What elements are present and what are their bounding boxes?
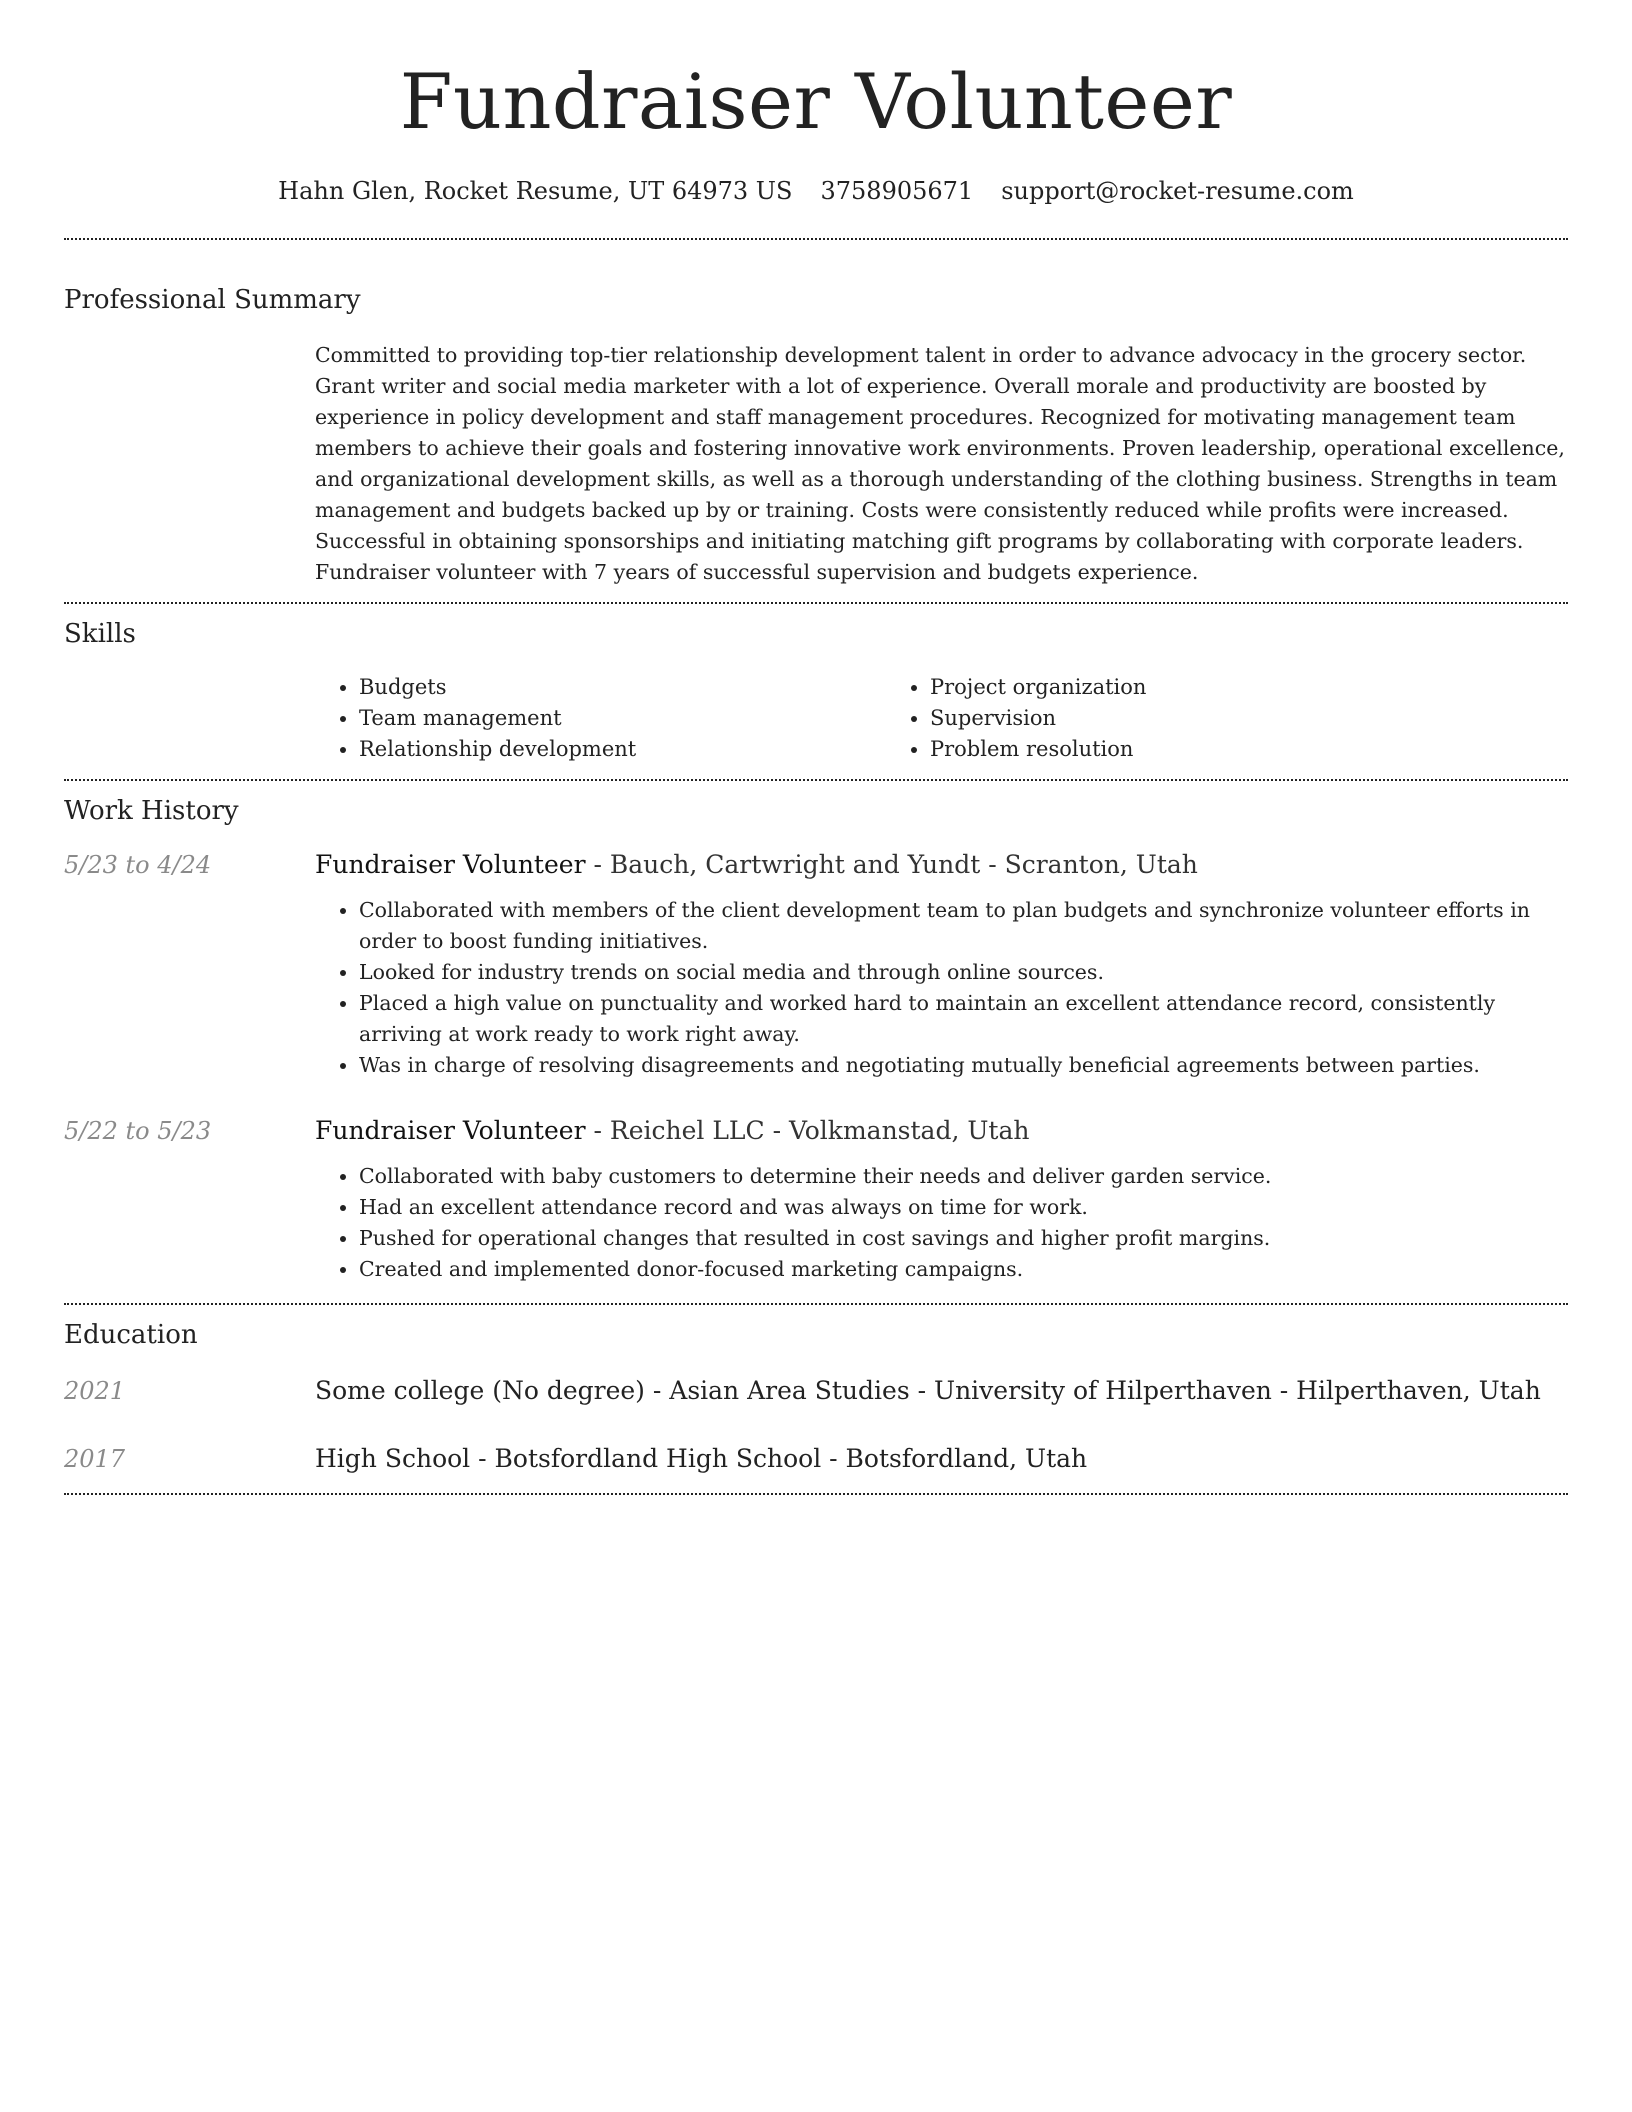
contact-phone: 3758905671 (820, 177, 974, 205)
job-bullet: • Pushed for operational changes that resulted in cost savings and higher profit margins. (359, 1223, 1568, 1254)
job-title (315, 849, 1568, 881)
education-school: - Botsfordland High School - Botsfordland, Utah (470, 1444, 1088, 1473)
skills-column-left (315, 672, 886, 765)
skill-item: • Budgets (359, 672, 886, 703)
education-section (64, 1305, 1568, 1493)
job-bullets (315, 1161, 1568, 1285)
skill-item: • Project organization (930, 672, 1457, 703)
divider (64, 1493, 1568, 1495)
job-bullet: • Created and implemented donor-focused marketing campaigns. (359, 1254, 1568, 1285)
section-title-education: Education (64, 1320, 198, 1350)
job-dates: 5/23 to 4/24 (64, 851, 212, 879)
skills-list (315, 672, 1568, 779)
job-bullets (315, 895, 1568, 1081)
education-entry (64, 1443, 1568, 1475)
summary-section (64, 240, 1568, 602)
job-bullet: • Collaborated with baby customers to determine their needs and deliver garden service. (359, 1161, 1568, 1192)
section-title-work: Work History (64, 796, 239, 826)
education-entry (64, 1375, 1568, 1407)
job-bullet: • Looked for industry trends on social media and through online sources. (359, 957, 1568, 988)
resume-name: Fundraiser Volunteer (399, 57, 1233, 146)
contact-email: support@rocket-resume.com (1001, 177, 1354, 205)
job-employer: - Bauch, Cartwright and Yundt - Scranton, Utah (585, 850, 1198, 879)
job-bullet: • Placed a high value on punctuality and worked hard to maintain an excellent attendance record, consistently arriving at work ready to work right away. (359, 988, 1568, 1050)
skill-item: • Relationship development (359, 734, 886, 765)
job-bullet: • Was in charge of resolving disagreements and negotiating mutually beneficial agreements between parties. (359, 1050, 1568, 1081)
job-role: Fundraiser Volunteer (315, 1116, 586, 1145)
section-title-summary: Professional Summary (64, 285, 361, 315)
job-body (315, 849, 1568, 1081)
job-bullet: • Had an excellent attendance record and was always on time for work. (359, 1192, 1568, 1223)
education-degree: Some college (No degree) - Asian Area Studies (315, 1376, 910, 1405)
job-body (315, 1115, 1568, 1285)
education-year: 2017 (64, 1445, 126, 1473)
job-role: Fundraiser Volunteer (315, 850, 586, 879)
job-entry (64, 1115, 1568, 1285)
skills-column-right (886, 672, 1457, 765)
section-title-skills: Skills (64, 619, 136, 649)
skill-item: • Team management (359, 703, 886, 734)
contact-line (64, 176, 1568, 206)
skill-item: • Supervision (930, 703, 1457, 734)
job-employer: - Reichel LLC - Volkmanstad, Utah (585, 1116, 1030, 1145)
education-title (315, 1375, 1541, 1407)
contact-address: Hahn Glen, Rocket Resume, UT 64973 US (278, 177, 793, 205)
job-entry (64, 849, 1568, 1081)
skill-item: • Problem resolution (930, 734, 1457, 765)
education-year: 2021 (64, 1377, 126, 1405)
job-title (315, 1115, 1568, 1147)
skills-section (64, 604, 1568, 779)
job-dates: 5/22 to 5/23 (64, 1117, 212, 1145)
education-school: - University of Hilperthaven - Hilperthaven, Utah (909, 1376, 1541, 1405)
education-degree: High School (315, 1444, 471, 1473)
summary-text: Committed to providing top-tier relationship development talent in order to advance advocacy in the grocery sector. Grant writer and social media marketer with a lot of experience. Overall morale and productivity are boosted by experience in policy development and staff management procedures. Recognized for motivating management team members to achieve their goals and fostering innovative work environments. Proven leadership, operational excellence, and organizational development skills, as well as a thorough understanding of the clothing business. Strengths in team management and budgets backed up by or training. Costs were consistently reduced while profits were increased. Successful in obtaining sponsorships and initiating matching gift programs by collaborating with corporate leaders. Fundraiser volunteer with 7 years of successful supervision and budgets experience. (315, 343, 1565, 584)
job-bullet: • Collaborated with members of the client development team to plan budgets and synchronize volunteer efforts in order to boost funding initiatives. (359, 895, 1568, 957)
resume-page (64, 0, 1568, 1495)
education-title (315, 1443, 1087, 1475)
work-history-section (64, 781, 1568, 1303)
